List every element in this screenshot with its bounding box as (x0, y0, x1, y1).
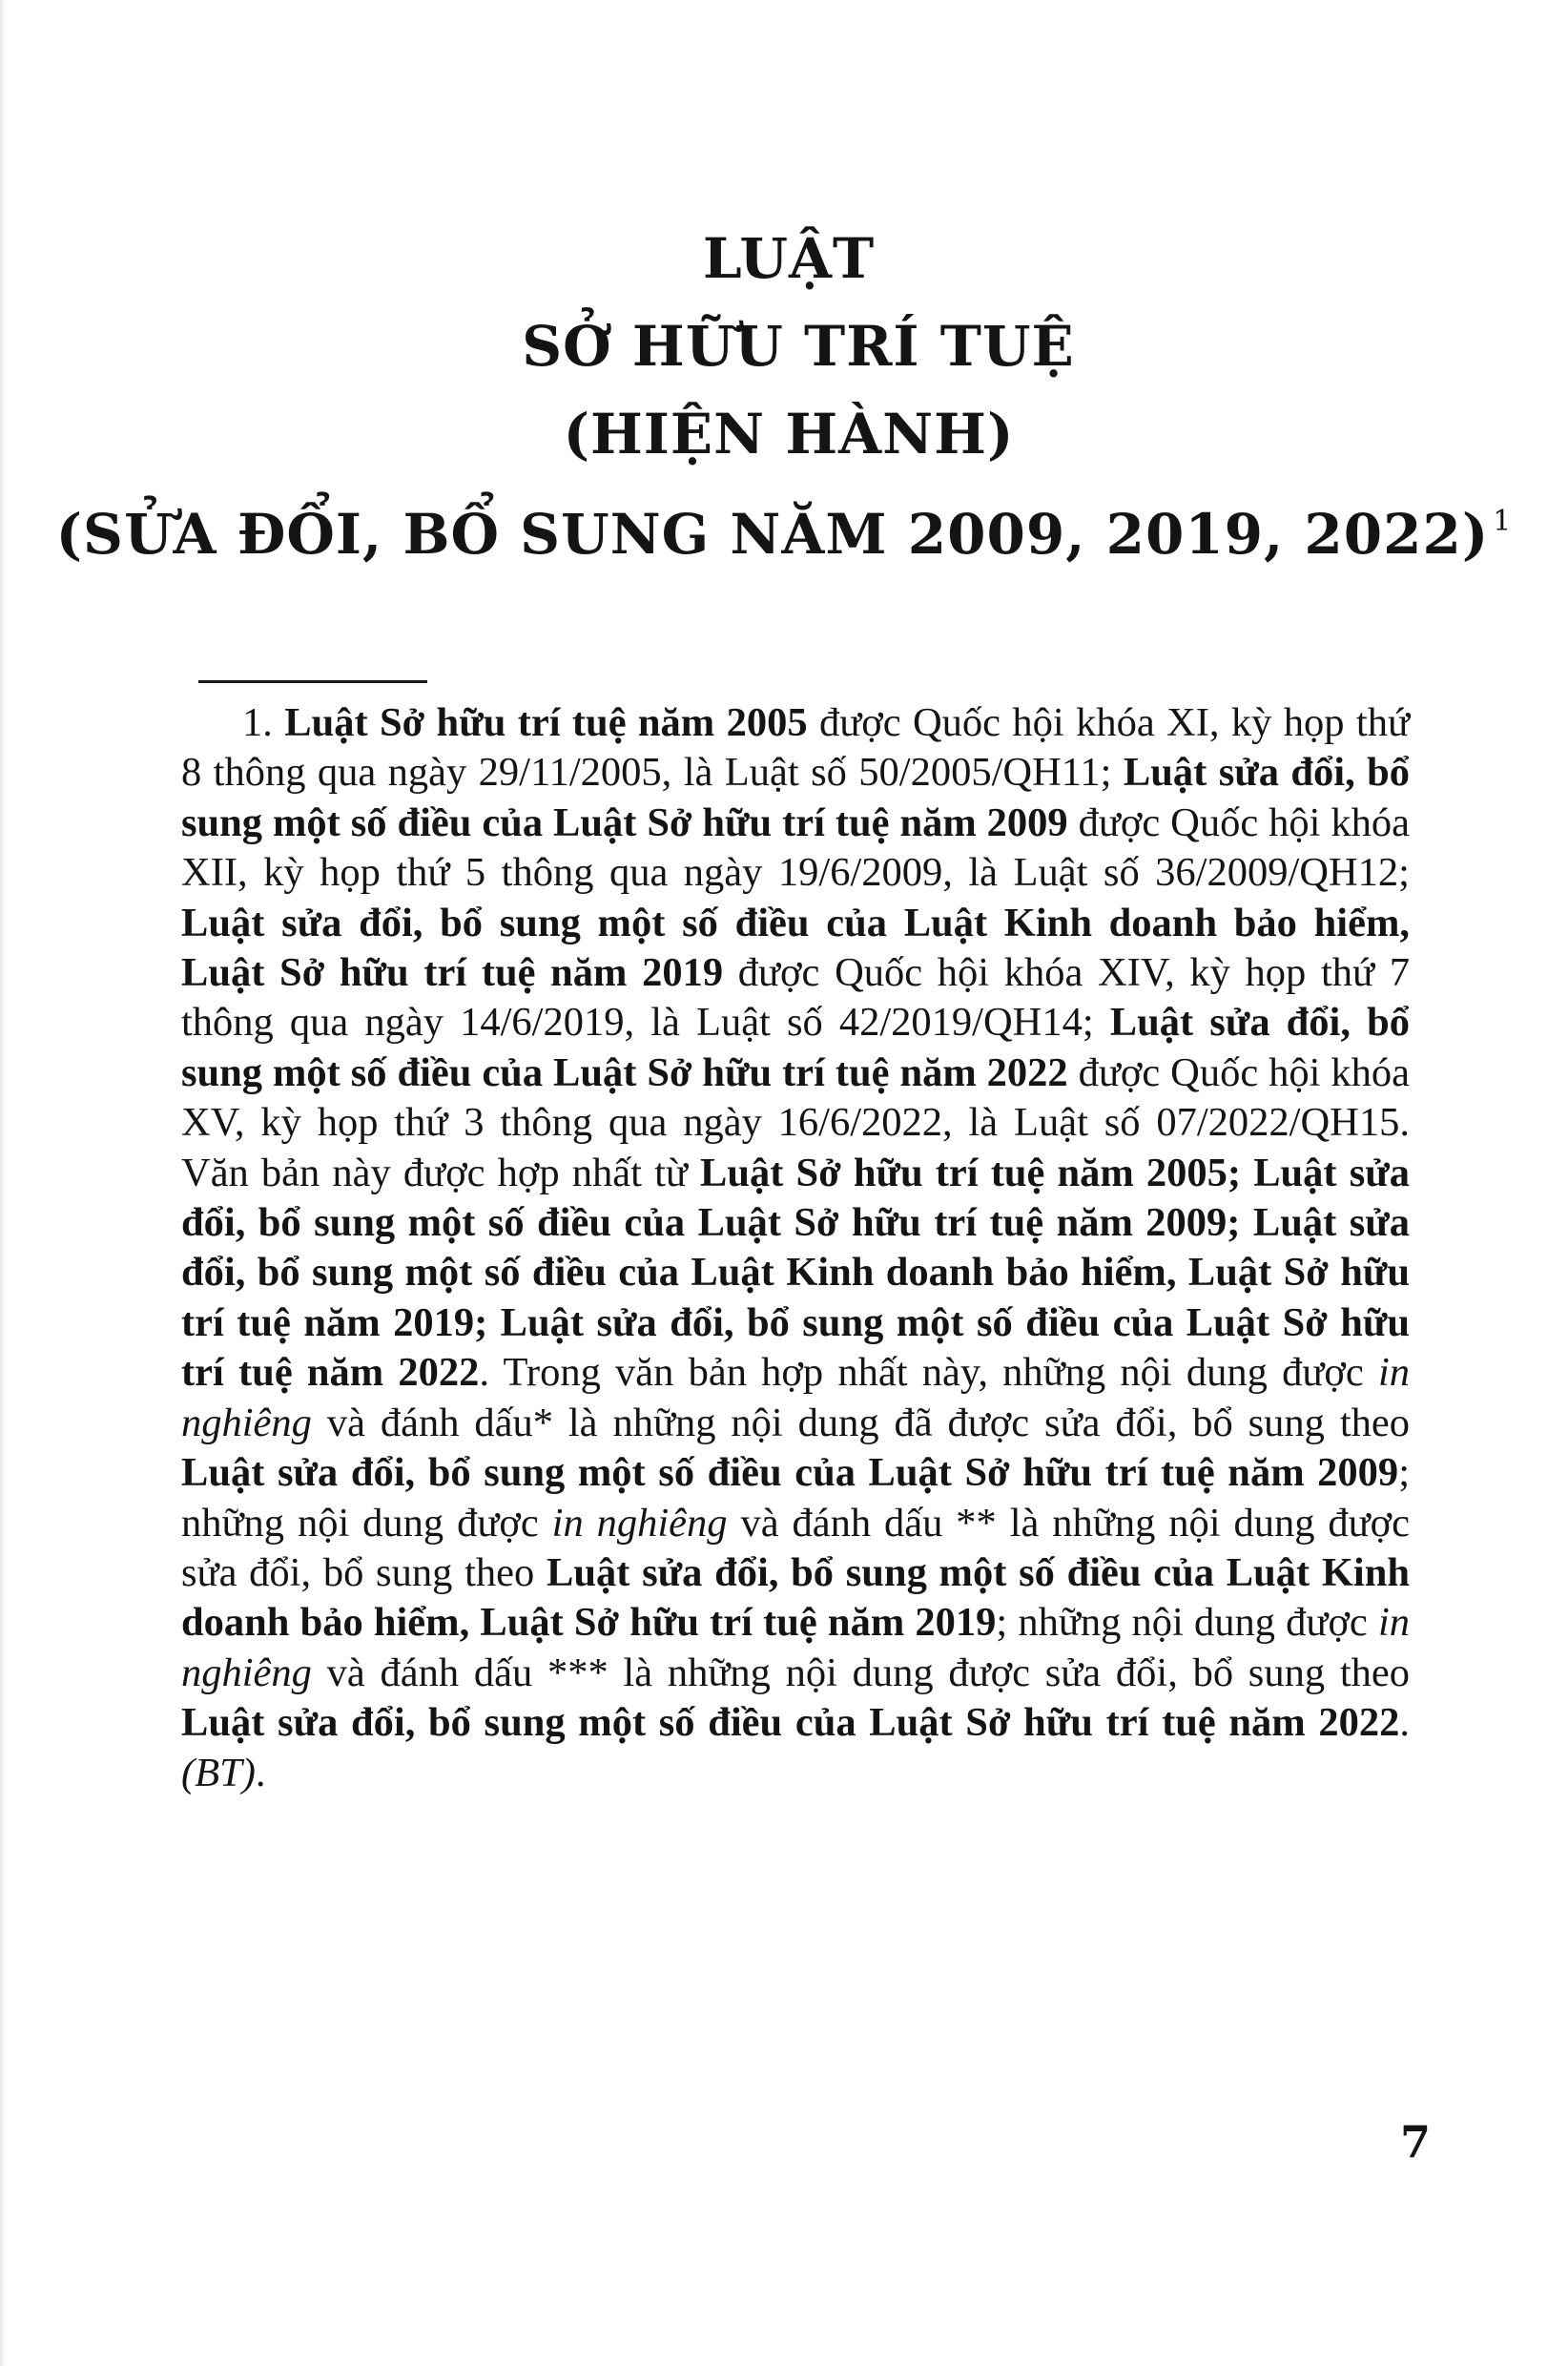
footnote-segment: Luật sửa đổi, bổ sung một số điều của Luật Sở hữu trí tuệ năm 2022 (181, 1700, 1400, 1746)
title-line-1: LUẬT (702, 226, 876, 291)
footnote-separator (198, 680, 427, 683)
footnote-segment: in nghiêng (181, 1350, 1410, 1445)
footnote-segment: . Trong văn bản hợp nhất này, những nội dung được (479, 1350, 1378, 1396)
footnote-segment: in nghiêng (551, 1500, 728, 1546)
footnote-segment: ; những nội dung được (996, 1600, 1378, 1646)
page-number: 7 (1399, 2116, 1431, 2168)
title-line-4 (0, 478, 1568, 578)
footnote-text (181, 698, 1410, 1798)
footnote-segment: Luật sửa đổi, bổ sung một số điều của Luật Sở hữu trí tuệ năm 2022 (181, 1000, 1410, 1095)
title-line-4-text: (SỬA ĐỔI, BỔ SUNG NĂM 2009, 2019, 2022) (55, 502, 1490, 567)
footnote-segment: được Quốc hội khóa XV, kỳ họp thứ 3 thông qua ngày 16/6/2022, là Luật số 07/2022/QH15. Văn bản này được hợp nhất từ (181, 1049, 1410, 1195)
footnote-segment: 1. (242, 700, 285, 745)
footnote-segment: Luật sửa đổi, bổ sung một số điều của Luật Kinh doanh bảo hiểm, Luật Sở hữu trí tuệ năm 2019 (181, 900, 1410, 996)
document-title (0, 215, 1568, 578)
footnote-segment: Luật Sở hữu trí tuệ năm 2005; Luật sửa đổi, bổ sung một số điều của Luật Sở hữu trí tuệ năm 2009; Luật sửa đổi, bổ sung một số điều của Luật Kinh doanh bảo hiểm, Luật Sở hữu trí tuệ năm 2019; Luật sửa đổi, bổ sung một số điều của Luật Sở hữu trí tuệ năm 2022 (181, 1150, 1410, 1396)
footnote-segment: Luật sửa đổi, bổ sung một số điều của Luật Sở hữu trí tuệ năm 2009 (181, 1450, 1399, 1496)
footnote-segment: và đánh dấu* là những nội dung đã được sửa đổi, bổ sung theo (311, 1400, 1410, 1445)
footnote-segment: Luật sửa đổi, bổ sung một số điều của Luật Sở hữu trí tuệ năm 2009 (181, 750, 1410, 845)
footnote-segment: và đánh dấu *** là những nội dung được sửa đổi, bổ sung theo (311, 1650, 1410, 1695)
footnote-segment: in nghiêng (181, 1600, 1411, 1695)
footnote-segment: được Quốc hội khóa XI, kỳ họp thứ 8 thông qua ngày 29/11/2005, là Luật số 50/2005/QH11; (181, 700, 1410, 796)
footnote-segment: được Quốc hội khóa XII, kỳ họp thứ 5 thông qua ngày 19/6/2009, là Luật số 36/2009/QH12; (181, 799, 1410, 896)
footnote-segment: được Quốc hội khóa XIV, kỳ họp thứ 7 thông qua ngày 14/6/2019, là Luật số 42/2019/QH14; (181, 950, 1410, 1046)
title-line-3: (HIỆN HÀNH) (563, 402, 1015, 467)
footnote-segment: . (1399, 1700, 1410, 1746)
footnote-segment: Luật Sở hữu trí tuệ năm 2005 (284, 700, 808, 745)
footnote-segment: ; những nội dung được (181, 1450, 1410, 1546)
footnote-marker: 1 (1493, 505, 1513, 538)
footnote-segment: . (255, 1750, 266, 1795)
footnote-segment: và đánh dấu ** là những nội dung được sửa đổi, bổ sung theo (181, 1500, 1411, 1595)
footnote-segment: Luật sửa đổi, bổ sung một số điều của Luật Kinh doanh bảo hiểm, Luật Sở hữu trí tuệ năm 2019 (181, 1549, 1410, 1646)
footnote-segment: (BT) (181, 1750, 256, 1795)
title-line-2: SỞ HỮU TRÍ TUỆ (522, 314, 1075, 379)
